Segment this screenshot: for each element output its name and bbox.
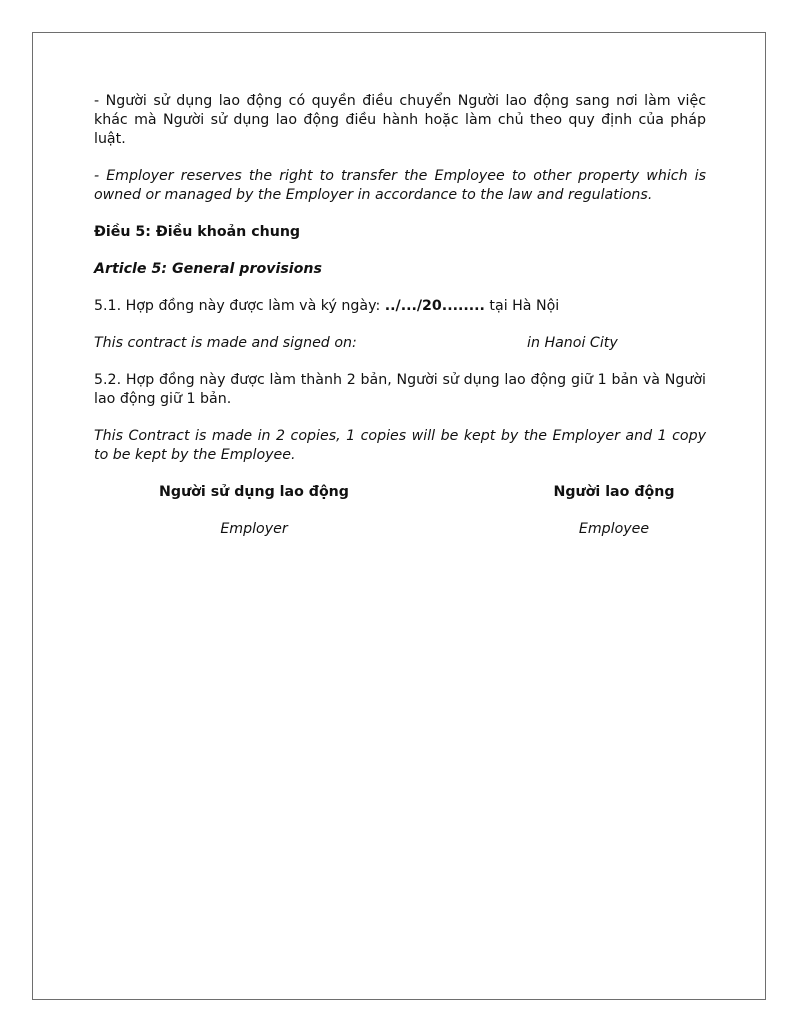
clause-5-1-vi (94, 297, 706, 316)
clause-5-2-vi: 5.2. Hợp đồng này được làm thành 2 bản, Người sử dụng lao động giữ 1 bản và Người lao động giữ 1 bản. (94, 372, 706, 407)
document-body (94, 92, 706, 563)
article-5-heading-en: Article 5: General provisions (94, 261, 322, 277)
employee-title-vi: Người lao động (553, 484, 675, 500)
employer-title-en: Employer (220, 521, 288, 537)
employer-title-vi: Người sử dụng lao động (159, 484, 349, 500)
article-5-heading-vi: Điều 5: Điều khoản chung (94, 224, 301, 240)
clause-5-2-en: This Contract is made in 2 copies, 1 copies will be kept by the Employer and 1 copy to be kept by the Employee. (94, 428, 706, 463)
transfer-clause-en: - Employer reserves the right to transfer the Employee to other property which is owned or managed by the Employer in accordance to the law and regulations. (94, 168, 706, 203)
employee-title-en: Employee (578, 521, 650, 537)
clause-5-1-en-left: This contract is made and signed on: (94, 335, 357, 351)
transfer-clause-vi: - Người sử dụng lao động có quyền điều chuyển Người lao động sang nơi làm việc khác mà Người sử dụng lao động điều hành hoặc làm chủ theo quy định của pháp luật. (94, 93, 706, 147)
clause-5-1-en-right: in Hanoi City (527, 335, 618, 351)
employee-signature (514, 483, 714, 539)
signature-block (94, 483, 706, 563)
clause-5-1-vi-prefix: 5.1. Hợp đồng này được làm và ký ngày: (94, 298, 385, 314)
employer-signature (134, 483, 374, 539)
clause-5-1-en (94, 334, 706, 353)
clause-5-1-vi-suffix: tại Hà Nội (484, 298, 560, 314)
clause-5-1-date-blank: ../.../20........ (384, 298, 485, 314)
